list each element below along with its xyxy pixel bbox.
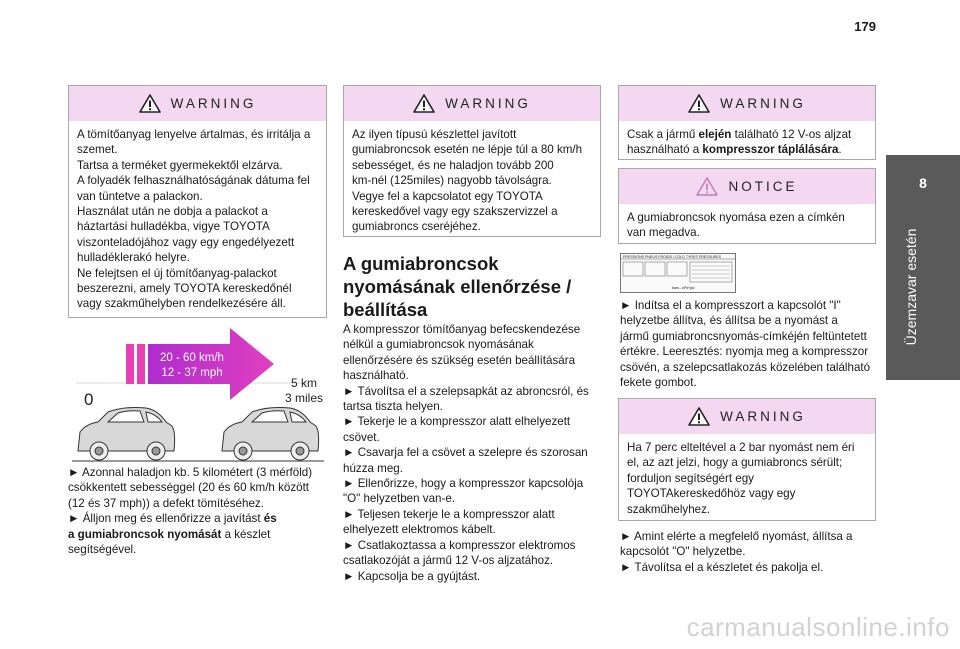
body-line: "O" helyzetben van-e. [343,492,455,506]
text-run: . [838,143,842,157]
instruction-line [68,511,330,526]
chapter-number: 8 [919,175,927,191]
chapter-title [899,214,919,364]
notice-line: A gumiabroncsok nyomása ezen a címkén [627,211,845,224]
warning-line: el, az azt jelzi, hogy a gumiabroncs sérült; [627,456,843,470]
warning-body-1 [69,121,326,320]
body-line: ► Teljesen tekerje le a kompresszor alatt [343,507,555,521]
warning-line: beszerezni, amely TOYOTA kereskedőnél [77,282,292,296]
instruction-line: segítségével. [68,543,137,557]
warning-triangle-icon [688,94,710,113]
body-line: nélkül a gumiabroncsok nyomásának [343,338,534,352]
warning-line: Ne felejtsen el új tömítőanyag-palackot [77,266,277,280]
col1-instructions [68,465,330,557]
warning-line [627,127,867,142]
bold-run: elején [698,128,732,141]
tyre-label-svg [620,253,736,293]
instruction-line: csövén, a szelepcsatlakozás közelében található [620,360,871,374]
car-illustration-right [222,408,319,461]
instruction-line: ► Amint elérte a megfelelő nyomást, állítsa a [620,530,853,543]
tyre-label-units: bars - kPa*psi [672,286,695,290]
warning-triangle-icon [688,407,710,426]
text-run: található 12 V-os aljzat [731,128,852,141]
warning-line: Tartsa a terméket gyermekektől elzárva. [77,158,283,172]
body-line: ► Tekerje le a kompresszor alatt elhelyezett [343,415,571,429]
warning-body-2 [344,121,600,243]
warning-line: Ha 7 perc elteltével a 2 bar nyomást nem éri [627,441,855,454]
warning-line: TOYOTAkereskedőhöz vagy egy [627,487,796,501]
warning-body-3 [619,121,875,166]
notice-header [619,169,875,204]
warning-line: Az ilyen típusú készlettel javított [352,128,517,141]
bold-run: kompresszor táplálására [702,143,839,157]
instruction-line: ► Indítsa el a kompresszort a kapcsolót "I" [620,299,841,312]
body-line: ellenőrzésére és szükség esetén beállítására [343,353,576,367]
body-line: ► Kapcsolja be a gyújtást. [343,569,481,583]
body-line: ► Csavarja fel a csövet a szelepre és szorosan [343,446,588,460]
col2-body [343,322,605,584]
warning-line: viszonteladójához vagy egy engedélyezett [77,235,295,249]
col3-instructions-2 [620,529,882,575]
warning-header-3 [619,86,875,121]
figure-distance-km: 5 km [290,376,318,390]
body-line: használható. [343,369,409,383]
page-number: 179 [854,19,876,34]
text-run: a készlet [221,527,271,541]
warning-title-3: WARNING [720,96,806,111]
instruction-line: értékre. Leeresztés: nyomja meg a kompresszor [620,345,869,359]
text-run: Csak a jármű [627,128,699,141]
warning-line: gumiabroncs cseréjéhez. [352,220,481,234]
instruction-line [68,527,330,542]
heading-line: nyomásának ellenőrzése / [343,276,572,297]
notice-line: van megadva. [627,226,700,240]
body-line: ► Csatlakoztassa a kompresszor elektromos [343,538,576,552]
warning-box-1 [68,85,327,318]
tyre-pressure-label-image [620,253,736,293]
warning-line: Használat után ne dobja a palackot a [77,205,268,219]
body-line: A kompresszor tömítőanyag befecskendezése [343,323,581,336]
figure-speed-kmh: 20 - 60 km/h [160,352,224,364]
figure-svg [68,320,326,464]
warning-triangle-icon [413,94,435,113]
notice-triangle-icon [696,177,718,196]
warning-triangle-icon [139,94,161,113]
text-run: ► Álljon meg és ellenőrizze a javítást [68,512,264,526]
body-line: tartsa tiszta helyen. [343,400,443,414]
instruction-line: ► Távolítsa el a készletet és pakolja el. [620,560,824,574]
figure-distance-miles: 3 miles [284,391,324,405]
body-line: húzza meg. [343,461,403,475]
instruction-line: helyzetbe állítva, és állítsa be a nyomást a [620,314,838,328]
warning-header-1 [69,86,326,121]
instruction-line: ► Azonnal haladjon kb. 5 kilométert (3 mérföld) [68,466,313,479]
instruction-line: (12 és 37 mph)) a defekt tömítéséhez. [68,496,264,510]
warning-line: vagy szakműhelyben rendelkezésére áll. [77,297,286,311]
warning-box-2 [343,85,601,237]
warning-line: szakműhelyhez. [627,502,711,516]
bold-run: és [263,512,277,526]
warning-line: A tömítőanyag lenyelve ártalmas, és irritálja a [77,128,311,141]
notice-box [618,168,876,244]
col3-instructions-1 [620,298,882,390]
notice-title: NOTICE [728,179,798,194]
body-line: csövet. [343,430,380,444]
warning-header-2 [344,86,600,121]
warning-line: hulladéklerakó helyre. [77,251,190,265]
warning-line: szemet. [77,143,118,157]
warning-title-4: WARNING [720,409,806,424]
speed-distance-figure [68,320,326,464]
text-run: használható a [627,143,703,157]
instruction-line: fekete gombot. [620,376,697,390]
heading-line: beállítása [343,299,428,320]
notice-body [619,204,875,249]
watermark: carmanualsonline.info [686,612,950,642]
warning-title-2: WARNING [445,96,531,111]
warning-line: forduljon segítségért egy [627,471,754,485]
warning-body-4 [619,434,875,525]
warning-header-4 [619,399,875,434]
warning-line: gumiabroncsok esetén ne lépje túl a 80 km/h [352,143,583,157]
figure-zero-label: 0 [84,390,94,409]
warning-line: háztartási hulladékba, vigye TOYOTA [77,220,270,234]
figure-speed-mph: 12 - 37 mph [161,367,223,379]
warning-line: van tüntetve a palackon. [77,189,203,203]
warning-line: km-nél (125miles) nagyobb távolságra. [352,174,552,188]
body-line: ► Ellenőrizze, hogy a kompresszor kapcsolója [343,477,584,491]
warning-box-3 [618,85,876,160]
warning-line: sebességet, és ne haladjon tovább 200 [352,158,554,172]
tyre-label-header: PRESSIONS PNEUS FROIDS / COLD TYRES PRESSURES [623,255,721,259]
bold-run: a gumiabroncsok nyomását [68,527,222,541]
warning-line: A folyadék felhasználhatóságának dátuma fel [77,174,310,188]
section-heading [343,252,605,321]
body-line: ► Távolítsa el a szelepsapkát az abroncsról, és [343,384,589,398]
instruction-line: jármű gumiabroncsnyomás-címkéjén feltüntetett [620,329,867,343]
chapter-title-text: Üzemzavar esetén [903,228,919,346]
warning-line: Vegye fel a kapcsolatot egy TOYOTA [352,189,543,203]
car-illustration-left [78,408,175,461]
heading-line: A gumiabroncsok [343,253,499,274]
warning-line [627,142,867,157]
body-line: elhelyezett elektromos kábelt. [343,523,496,537]
warning-line: kereskedővel vagy egy szakszervizzel a [352,205,558,219]
warning-box-4 [618,398,876,521]
body-line: csatlakozóját a jármű 12 V-os aljzatához. [343,554,554,568]
instruction-line: csökkentett sebességgel (20 és 60 km/h között [68,481,310,495]
warning-title-1: WARNING [170,96,257,111]
instruction-line: kapcsolót "O" helyzetbe. [620,545,746,559]
